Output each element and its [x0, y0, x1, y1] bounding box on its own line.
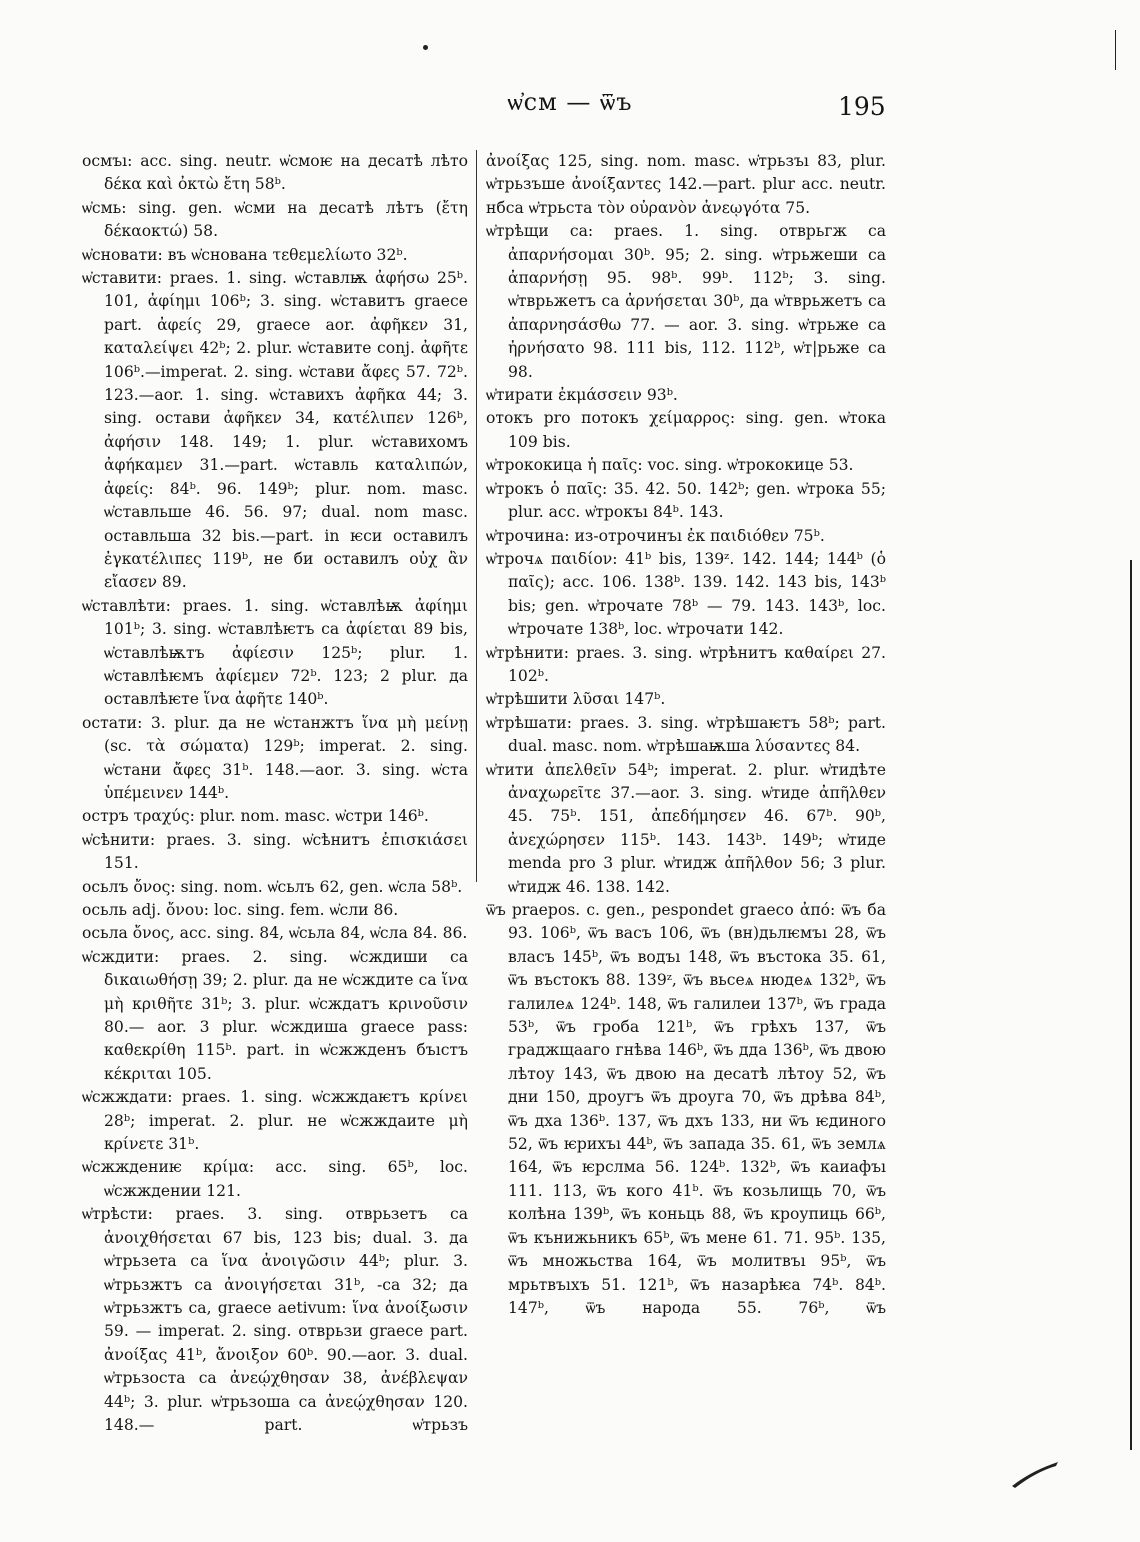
print-dot: [423, 45, 428, 50]
entry-otrokovica: ѡ҆трококица ἡ παῖς: voc. sing. ѡ҆трококице 53.: [486, 456, 854, 475]
scan-edge-mark: [1115, 30, 1116, 70]
entry-osmy: осмъı: acc. sing. neutr. ѡ҆смоѥ на десатѣ лѣто δέκα καὶ ὀκτὼ ἔτη 58ᵇ.: [82, 152, 468, 194]
scan-smudge: [1010, 1450, 1060, 1490]
column-divider: [476, 150, 477, 882]
entry-otvreshchi: ѡ҆трѣщи са: praes. 1. sing. отврьгж са ἀπαρνήσομαι 30ᵇ. 95; 2. sing. ѡ҆трьжеши са ἀπαρνήσῃ 95. 98ᵇ. 99ᵇ. 112ᵇ; 3. sing. ѡ҆тврьжетъ са ἀρνήσεται 30ᵇ, да ѡ҆тврьжетъ са ἀπαρνησάσθω 77. — aor. 3. sing. ѡ҆трьже са ἠρνήσατο 98. 111 bis, 112. 112ᵇ, ѡ҆т|рьже са 98.: [486, 222, 886, 381]
entry-ostr: остръ τραχύς: plur. nom. masc. ѡ҆стри 146ᵇ.: [82, 807, 429, 826]
page-number: 195: [838, 92, 886, 121]
entry-ot-praepos: ѿъ praepos. c. gen., pespondet graeco ἀπό: ѿъ ба 93. 106ᵇ, ѿъ васъ 106, ѿъ (вн)дьлѥмъı 28, ѿъ власъ 145ᵇ, ѿъ водъı 148, ѿъ въстока 35. 61, ѿъ въстокъ 88. 139ᶻ, ѿъ вьсеѧ нюдеѧ 132ᵇ, ѿъ галилеѧ 124ᵇ. 148, ѿъ галилеи 137ᵇ, ѿъ града 53ᵇ, ѿъ гроба 121ᵇ, ѿъ грѣхъ 137, ѿъ граджщааго гнѣва 146ᵇ, ѿъ дда 136ᵇ, ѿъ двою лѣтоу 143, ѿъ двою на десатѣ лѣтоу 52, ѿъ дни 150, дроугъ ѿъ дроуга 70, ѿъ дрѣва 84ᵇ, ѿъ дха 136ᵇ. 137, ѿъ дхъ 133, ни ѿъ ѥдиного 52, ѿъ ѥрихъı 44ᵇ, ѿъ запада 35. 61, ѿъ землѧ 164, ѿъ ѥрслма 56. 124ᵇ. 132ᵇ, ѿъ каиафъı 111. 113, ѿъ кого 41ᵇ. ѿъ козьлищь 70, ѿъ колѣна 139ᵇ, ѿъ коньць 88, ѿъ кроупиць 66ᵇ, ѿъ кънижьникъ 65ᵇ, ѿъ мене 61. 71. 95ᵇ. 135, ѿъ множьства 164, ѿъ молитвъı 95ᵇ, ѿъ мрьтвъıхъ 51. 121ᵇ, ѿъ назарѣѥа 74ᵇ. 84ᵇ. 147ᵇ, ѿъ народа 55. 76ᵇ, ѿъ: [486, 901, 886, 1317]
entry-otrochina: ѡ҆трочина: из-отрочинъı ἐκ παιδιόθεν 75ᵇ.: [486, 526, 825, 545]
entry-ostati: остати: 3. plur. да не ѡ҆станжтъ ἵνα μὴ μείνῃ (sc. τὰ σώματα) 129ᵇ; imperat. 2. sing. ѡ҆стани ἄφες 31ᵇ. 148.—aor. 3. sing. ѡ҆ста ὑπέμεινεν 144ᵇ.: [82, 713, 468, 802]
entry-osniti: ѡ҆сѣнити: praes. 3. sing. ѡ҆сѣнитъ ἐπισκιάσει 151.: [82, 830, 468, 873]
entry-otiti: ѡ҆тити ἀπελθεῖν 54ᵇ; imperat. 2. plur. ѡ҆тидѣте ἀναχωρεῖτε 37.—aor. 3. sing. ѡ҆тиде ἀπῆλθεν 45. 75ᵇ. 151, ἀπεδήμησεν 46. 67ᵇ. 90ᵇ, ἀνεχώρησεν 115ᵇ. 143. 143ᵇ. 149ᵇ; ѡ҆тиде menda pro 3 plur. ѡ҆тидж ἀπῆλθον 56; 3 plur. ѡ҆тидж 46. 138. 142.: [486, 760, 886, 896]
entry-otrocha: ѡ҆трочѧ παιδίον: 41ᵇ bis, 139ᶻ. 142. 144; 144ᵇ (ὁ παῖς); acc. 106. 138ᵇ. 139. 142. 143 bis, 143ᵇ bis; gen. ѡ҆трочате 78ᵇ — 79. 143. 143ᵇ, loc. ѡ҆трочате 138ᵇ, loc. ѡ҆трочати 142.: [486, 549, 886, 639]
entry-ostaviti: ѡ҆ставити: praes. 1. sing. ѡ҆ставлѭ ἀφήσω 25ᵇ. 101, ἀφίημι 106ᵇ; 3. sing. ѡ҆ставитъ graece part. ἀφείς 29, graece aor. ἀφῆκεν 31, καταλείψει 42ᵇ; 2. plur. ѡ҆ставите conj. ἀφῆτε 106ᵇ.—imperat. 2. sing. ѡ҆стави ἄφες 57. 72ᵇ. 123.—aor. 1. sing. ѡ҆ставихъ ἀφῆκα 44; 3. sing. остави ἀφῆκεν 34, κατέλιπεν 126ᵇ, ἀφήσιν 148. 149; 1. plur. ѡ҆ставихомъ ἀφήκαμεν 31.—part. ѡ҆ставль καταλιπών, ἀφείς: 84ᵇ. 96. 149ᵇ; plur. nom. masc. ѡ҆ставльше 46. 56. 97; dual. nom masc. оставльша 32 bis.—part. in ѥси оставилъ ἐγκατέλιπες 119ᵇ, не би оставилъ οὐχ ἂν εἴασεν 89.: [82, 269, 468, 592]
entry-osuzhdati: ѡ҆сжждати: praes. 1. sing. ѡ҆сжждаѥтъ κρίνει 28ᵇ; imperat. 2. plur. не ѡ҆сжждаите μὴ κρίνετε 31ᵇ.: [82, 1088, 468, 1154]
entry-osuditi: ѡ҆сждити: praes. 2. sing. ѡ҆сждиши са δικαιωθήσῃ 39; 2. plur. да не ѡ҆сждите са ἵνα μὴ κριθῆτε 31ᵇ; 3. plur. ѡ҆сждатъ κρινοῦσιν 80.— aor. 3 plur. ѡ҆сждиша graece pass: καθεκρίθη 115ᵇ. part. in ѡ҆сжжденъ бъıстъ κέκριται 105.: [82, 947, 468, 1083]
entry-otvresti: ѡ҆трѣсти: praes. 3. sing. отврьзетъ са ἀνοιχθήσεται 67 bis, 123 bis; dual. 3. да ѡ҆трьзета са ἵνα ἀνοιγῶσιν 44ᵇ; plur. 3. ѡ҆трьзжтъ са ἀνοιγήσεται 31ᵇ, -са 32; да ѡ҆трьзжтъ са, graece aetivum: ἵνα ἀνοίξωσιν 59. — imperat. 2. sing. отврьзи graece part. ἀνοίξας 41ᵇ, ἄνοιξον 60ᵇ. 90.—aor. 3. dual. ѡ҆трьзоста са ἀνεῴχθησαν 38, ἀνέβλεψαν 44ᵇ; 3. plur. ѡ҆трьзоша са ἀνεῴχθησαν 120. 148.— part. ѡ҆трьзъ: [82, 1205, 468, 1434]
entry-otirati: ѡ҆тирати ἐκμάσσειν 93ᵇ.: [486, 386, 678, 405]
entry-osuzhdenie: ѡ҆сжждениѥ κρίμα: acc. sing. 65ᵇ, loc. ѡ҆сжждении 121.: [82, 1158, 468, 1200]
entry-ostavlyati: ѡ҆ставлѣти: praes. 1. sing. ѡ҆ставлѣѭ ἀφίημι 101ᵇ; 3. sing. ѡ҆ставлѣѥтъ са ἀφίεται 89 bis, ѡ҆ставлѣѭтъ ἀφίεσιν 125ᵇ; plur. 1. ѡ҆ставлѣѥмъ ἀφίεμεν 72ᵇ. 123; 2 plur. да оставлѣѥте ἵνα ἀφῆτε 140ᵇ.: [82, 596, 468, 709]
running-head: ѡ҆см — ѿъ: [507, 88, 633, 116]
entry-osla: осьла ὄνος, acc. sing. 84, ѡ҆сьла 84, ѡ҆сла 84. 86.: [82, 924, 468, 943]
right-column: [486, 150, 886, 1320]
entry-otrok: ѡ҆трокъ ὁ παῖς: 35. 42. 50. 142ᵇ; gen. ѡ҆трока 55; plur. acc. ѡ҆трокъı 84ᵇ. 143.: [486, 479, 886, 522]
entry-otreshati: ѡ҆трѣшати: praes. 3. sing. ѡ҆трѣшаѥтъ 58ᵇ; part. dual. masc. nom. ѡ҆трѣшаѭша λύσαντες 84.: [486, 713, 886, 756]
scan-edge-mark: [1130, 560, 1132, 1450]
left-column: [82, 150, 468, 1437]
entry-osl: осьлъ ὄνος: sing. nom. ѡ҆сьлъ 62, gen. ѡ҆сла 58ᵇ.: [82, 877, 463, 896]
entry-otvresti-cont: ἀνοίξας 125, sing. nom. masc. ѡ҆трьзъı 83, plur. ѡ҆трьзъше ἀνοίξαντες 142.—part. plur acc. neutr. нбса ѡ҆трьста τὸν οὐρανὸν ἀνεῳγότα 75.: [486, 152, 886, 217]
entry-otreshiti: ѡ҆трѣшити λῦσαι 147ᵇ.: [486, 690, 666, 709]
entry-osnovati: ѡ҆сновати: въ ѡ҆снована τεθεμελίωτο 32ᵇ.: [82, 245, 408, 264]
entry-otok: отокъ pro потокъ χείμαρρος: sing. gen. ѡ҆тока 109 bis.: [486, 409, 886, 451]
entry-otrebiti: ѡ҆трѣнити: praes. 3. sing. ѡ҆трѣнитъ καθαίρει 27. 102ᵇ.: [486, 643, 886, 685]
entry-osm: ѡ҆смь: sing. gen. ѡ҆сми на десатѣ лѣтъ (ἔτη δέκαοκτώ) 58.: [82, 198, 468, 241]
entry-osl-adj: осьль adj. ὄνου: loc. sing. fem. ѡ҆сли 86.: [82, 901, 399, 919]
